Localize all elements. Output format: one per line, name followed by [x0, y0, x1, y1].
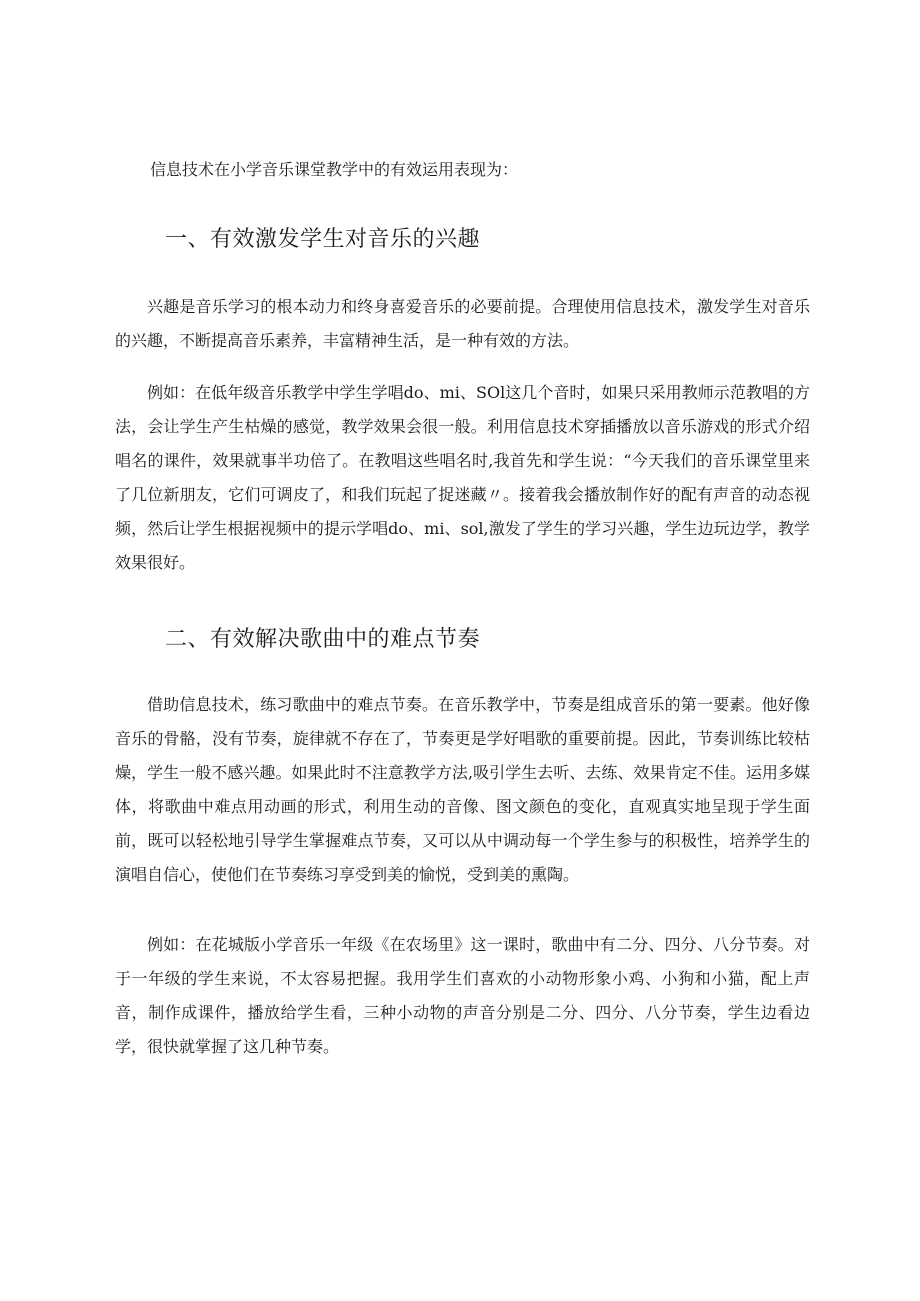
section2-paragraph-1: 借助信息技术，练习歌曲中的难点节奏。在音乐教学中，节奏是组成音乐的第一要素。他好像音乐的骨骼，没有节奏，旋律就不存在了，节奏更是学好唱歌的重要前提。因此，节奏训练比较枯燥，学生一般不感兴趣。如果此时不注意教学方法,吸引学生去听、去练、效果肯定不佳。运用多媒体，将歌曲中难点用动画的形式，利用生动的音像、图文颜色的变化，直观真实地呈现于学生面前，既可以轻松地引导学生掌握难点节奏，又可以从中调动每一个学生参与的积极性，培养学生的演唱自信心，使他们在节奏练习享受到美的愉悦，受到美的熏陶。: [115, 695, 810, 884]
section2-paragraph-2: 例如：在花城版小学音乐一年级《在农场里》这一课时，歌曲中有二分、四分、八分节奏。对于一年级的学生来说，不太容易把握。我用学生们喜欢的小动物形象小鸡、小狗和小猫，配上声音，制作成课件，播放给学生看，三种小动物的声音分别是二分、四分、八分节奏，学生边看边学，很快就掌握了这几种节奏。: [115, 935, 810, 1056]
section1-paragraph-1: 兴趣是音乐学习的根本动力和终身喜爱音乐的必要前提。合理使用信息技术，激发学生对音乐的兴趣，不断提高音乐素养，丰富精神生活，是一种有效的方法。: [115, 297, 810, 350]
intro-line: 信息技术在小学音乐课堂教学中的有效运用表现为：: [150, 160, 519, 179]
section1-paragraph-2: 例如：在低年级音乐教学中学生学唱do、mi、SOl这几个音时，如果只采用教师示范教唱的方法，会让学生产生枯燥的感觉，教学效果会很一般。利用信息技术穿插播放以音乐游戏的形式介绍唱名的课件，效果就事半功倍了。在教唱这些唱名时,我首先和学生说：“今天我们的音乐课堂里来了几位新朋友，它们可调皮了，和我们玩起了捉迷藏〃。接着我会播放制作好的配有声音的动态视频，然后让学生根据视频中的提示学唱do、mi、sol,激发了学生的学习兴趣，学生边玩边学，教学效果很好。: [115, 383, 810, 572]
section-heading-1: 一、有效激发学生对音乐的兴趣: [165, 227, 481, 252]
section-heading-2: 二、有效解决歌曲中的难点节奏: [165, 627, 481, 652]
